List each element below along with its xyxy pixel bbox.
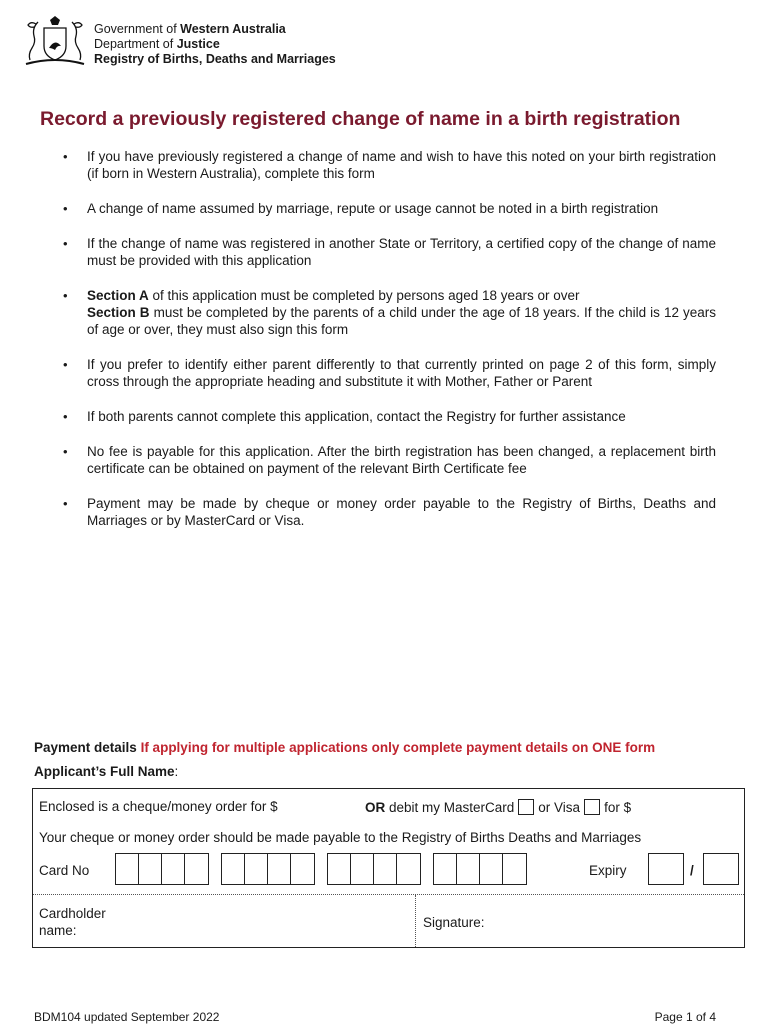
applicant-colon: : <box>174 764 179 779</box>
expiry-year-input[interactable] <box>703 853 739 885</box>
expiry-month-input[interactable] <box>648 853 684 885</box>
cheque-amount-field[interactable] <box>39 799 278 814</box>
payment-box <box>32 788 745 948</box>
gov-name: Western Australia <box>180 22 286 36</box>
payment-note: If applying for multiple applications only complete payment details on ONE form <box>140 740 656 755</box>
form-code: BDM104 updated September 2022 <box>34 1010 220 1024</box>
digit-cell[interactable] <box>162 854 185 884</box>
enclosed-label: Enclosed is a cheque/money order for $ <box>39 799 278 814</box>
digit-cell[interactable] <box>434 854 457 884</box>
digit-cell[interactable] <box>185 854 208 884</box>
list-item: • No fee is payable for this application. After the birth registration has been changed, a replacement birth certificate can be obtained on payment of the relevant Birth Certificate fee <box>60 443 716 477</box>
divider-vertical <box>415 895 416 947</box>
visa-label: or Visa <box>538 800 581 815</box>
card-number-group-2[interactable] <box>221 853 315 885</box>
list-item: • If both parents cannot complete this application, contact the Registry for further assistance <box>60 408 716 425</box>
signature-field[interactable]: Signature: <box>423 915 485 930</box>
section-b-text: must be completed by the parents of a child under the age of 18 years. If the child is 12 years of age or over, they must also sign this form <box>87 305 716 337</box>
card-number-group-4[interactable] <box>433 853 527 885</box>
or-label: OR <box>365 800 386 815</box>
digit-cell[interactable] <box>222 854 245 884</box>
list-item: • A change of name assumed by marriage, repute or usage cannot be noted in a birth registration <box>60 200 716 217</box>
card-no-label: Card No <box>39 863 90 878</box>
digit-cell[interactable] <box>351 854 374 884</box>
cardholder-name-field[interactable]: Cardholder name: <box>39 906 106 938</box>
page-number: Page 1 of 4 <box>654 1010 716 1024</box>
registry-name: Registry of Births, Deaths and Marriages <box>94 52 336 66</box>
section-a-label: Section A <box>87 288 149 303</box>
instruction-list <box>60 148 716 547</box>
digit-cell[interactable] <box>374 854 397 884</box>
divider <box>33 894 744 895</box>
page-title: Record a previously registered change of name in a birth registration <box>40 108 681 130</box>
digit-cell[interactable] <box>397 854 420 884</box>
dept-name: Justice <box>176 37 220 51</box>
applicant-name-field[interactable] <box>34 764 178 779</box>
dept-prefix: Department of <box>94 37 177 51</box>
payable-note: Your cheque or money order should be made payable to the Registry of Births Deaths and Marriages <box>39 830 642 845</box>
list-item: • If the change of name was registered in another State or Territory, a certified copy of the change of name must be provided with this application <box>60 235 716 269</box>
card-number-group-1[interactable] <box>115 853 209 885</box>
expiry-slash: / <box>690 863 694 878</box>
expiry-label: Expiry <box>589 863 627 878</box>
digit-cell[interactable] <box>139 854 162 884</box>
mastercard-checkbox[interactable] <box>518 799 534 815</box>
digit-cell[interactable] <box>503 854 526 884</box>
list-item: • If you prefer to identify either parent differently to that currently printed on page 2 of this form, simply cross through the appropriate heading and substitute it with Mother, Father or Parent <box>60 356 716 390</box>
applicant-label: Applicant’s Full Name <box>34 764 175 779</box>
agency-block <box>94 22 336 67</box>
payment-heading-label: Payment details <box>34 740 137 755</box>
gov-prefix: Government of <box>94 22 181 36</box>
digit-cell[interactable] <box>457 854 480 884</box>
section-b-label: Section B <box>87 305 150 320</box>
section-a-text: of this application must be completed by persons aged 18 years or over <box>148 288 580 303</box>
card-number-group-3[interactable] <box>327 853 421 885</box>
payment-heading <box>34 740 655 755</box>
digit-cell[interactable] <box>291 854 314 884</box>
card-amount-label: for $ <box>604 800 632 815</box>
list-item-sections <box>60 287 716 338</box>
list-item: • Payment may be made by cheque or money order payable to the Registry of Births, Deaths and Marriages or by MasterCard or Visa. <box>60 495 716 529</box>
digit-cell[interactable] <box>328 854 351 884</box>
digit-cell[interactable] <box>480 854 503 884</box>
list-item: • If you have previously registered a change of name and wish to have this noted on your birth registration (if born in Western Australia), complete this form <box>60 148 716 182</box>
digit-cell[interactable] <box>245 854 268 884</box>
card-choice <box>365 799 631 815</box>
digit-cell[interactable] <box>116 854 139 884</box>
digit-cell[interactable] <box>268 854 291 884</box>
coat-of-arms-logo <box>22 14 88 68</box>
debit-label: debit my MasterCard <box>385 800 515 815</box>
visa-checkbox[interactable] <box>584 799 600 815</box>
